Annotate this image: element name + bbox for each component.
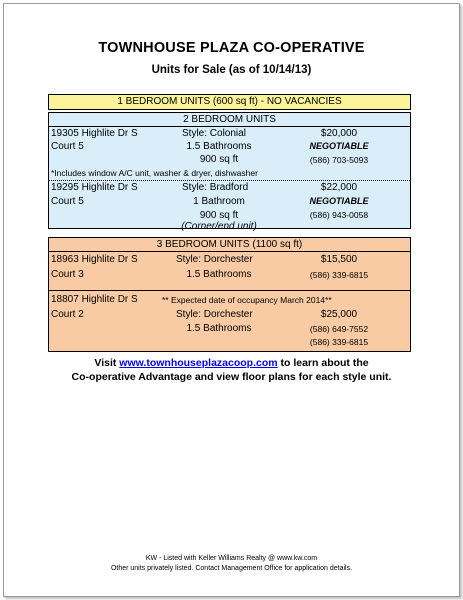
visit-text bbox=[0, 356, 463, 384]
unit-price: $22,000 bbox=[320, 182, 358, 193]
unit-extra: (Corner/end unit) bbox=[181, 221, 257, 232]
unit-price: $20,000 bbox=[320, 128, 358, 139]
unit-court: Court 5 bbox=[51, 196, 84, 207]
unit-style: Style: Dorchester bbox=[176, 254, 253, 265]
unit-baths: 1.5 Bathrooms bbox=[186, 269, 252, 280]
unit-note: *Includes window A/C unit, washer & dryer, dishwasher bbox=[51, 168, 258, 178]
divider bbox=[49, 251, 410, 252]
visit-suffix: to learn about the bbox=[277, 357, 369, 369]
divider bbox=[49, 126, 410, 127]
unit-court: Court 5 bbox=[51, 141, 84, 152]
two-bedroom-header: 2 BEDROOM UNITS bbox=[183, 114, 276, 125]
one-bedroom-header: 1 BEDROOM UNITS (600 sq ft) - NO VACANCIES bbox=[117, 96, 342, 107]
unit-price: $25,000 bbox=[320, 309, 358, 320]
unit-style: Style: Bradford bbox=[182, 182, 249, 193]
one-bedroom-box bbox=[48, 94, 411, 110]
two-bedroom-box bbox=[48, 112, 411, 232]
visit-line2: Co-operative Advantage and view floor plans for each style unit. bbox=[71, 371, 392, 383]
unit-address: 19305 Highlite Dr S bbox=[51, 128, 138, 139]
unit-phone-alt: (586) 339-6815 bbox=[309, 337, 369, 347]
three-bedroom-header: 3 BEDROOM UNITS (1100 sq ft) bbox=[156, 239, 303, 250]
unit-style: Style: Dorchester bbox=[176, 309, 253, 320]
footer bbox=[0, 554, 463, 574]
unit-address: 18807 Highlite Dr S bbox=[51, 294, 138, 305]
unit-phone: (586) 649-7552 bbox=[309, 324, 369, 334]
three-bedroom-box bbox=[48, 237, 411, 352]
negotiable-label: NEGOTIABLE bbox=[309, 141, 369, 151]
occupancy-note: ** Expected date of occupancy March 2014** bbox=[162, 295, 332, 305]
negotiable-label: NEGOTIABLE bbox=[309, 196, 369, 206]
visit-prefix: Visit bbox=[94, 357, 120, 369]
unit-sqft: 900 sq ft bbox=[199, 210, 239, 221]
unit-baths: 1 Bathroom bbox=[193, 196, 245, 207]
unit-baths: 1.5 Bathrooms bbox=[186, 323, 252, 334]
unit-court: Court 3 bbox=[51, 269, 84, 280]
unit-address: 18963 Highlite Dr S bbox=[51, 254, 138, 265]
dotted-divider bbox=[49, 180, 410, 181]
unit-baths: 1.5 Bathrooms bbox=[186, 141, 252, 152]
unit-phone: (586) 703-5093 bbox=[309, 155, 369, 165]
unit-court: Court 2 bbox=[51, 309, 84, 320]
footer-line1: KW - Listed with Keller Williams Realty @ www.kw.com bbox=[145, 555, 318, 562]
unit-price: $15,500 bbox=[320, 254, 358, 265]
footer-line2: Other units privately listed. Contact Management Office for application details. bbox=[110, 565, 353, 572]
divider bbox=[49, 290, 410, 291]
unit-sqft: 900 sq ft bbox=[199, 154, 239, 165]
unit-address: 19295 Highlite Dr S bbox=[51, 182, 138, 193]
page-subtitle: Units for Sale (as of 10/14/13) bbox=[151, 64, 312, 76]
unit-style: Style: Colonial bbox=[182, 128, 246, 139]
website-link[interactable]: www.townhouseplazacoop.com bbox=[119, 357, 278, 369]
unit-phone: (586) 339-6815 bbox=[309, 270, 369, 280]
page-title: TOWNHOUSE PLAZA CO-OPERATIVE bbox=[98, 40, 365, 56]
unit-phone: (586) 943-0058 bbox=[309, 210, 369, 220]
